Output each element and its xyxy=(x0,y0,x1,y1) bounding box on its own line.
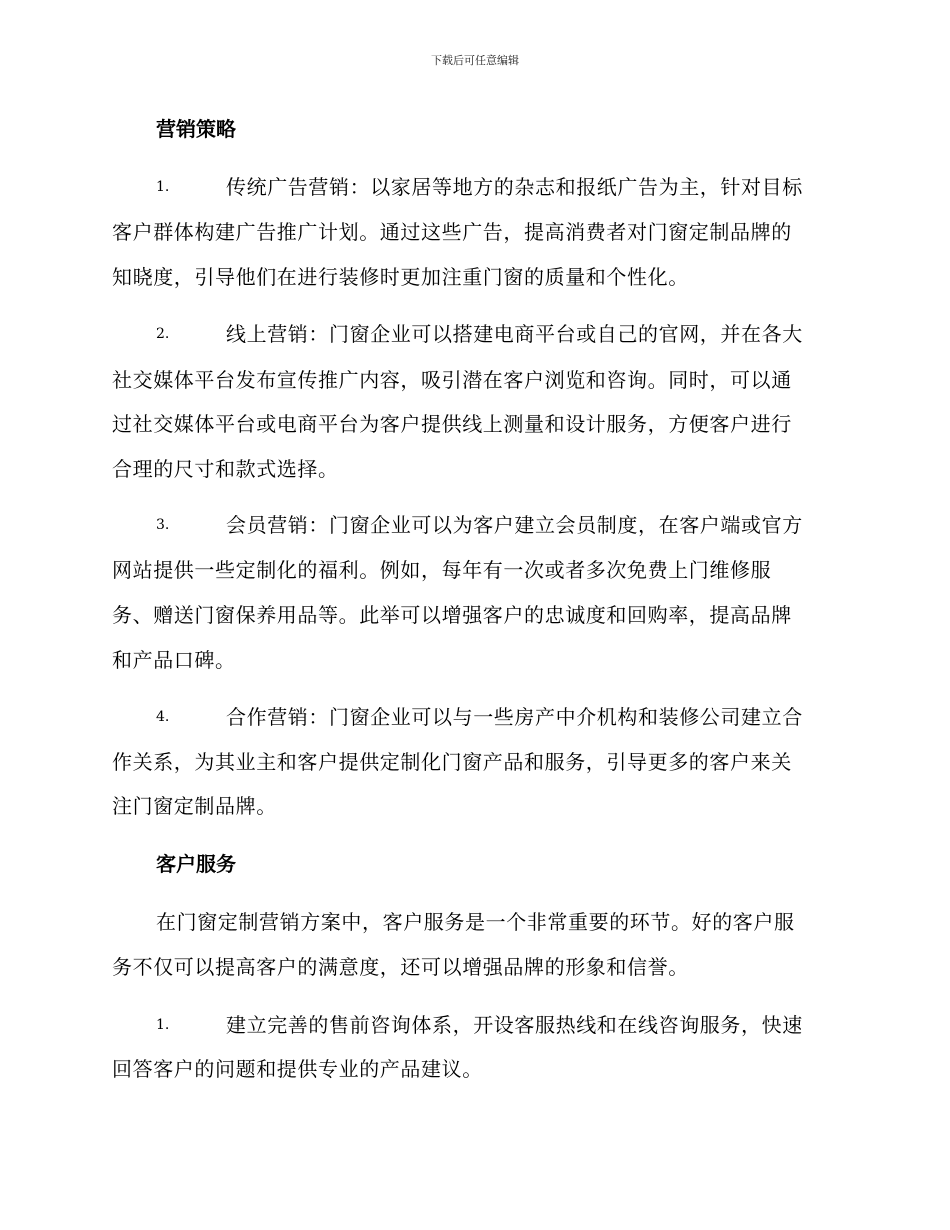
paragraph-line: 合作营销：门窗企业可以与一些房产中介机构和装修公司建立合 xyxy=(226,705,803,729)
list-number: 4. xyxy=(156,709,170,725)
paragraph-line: 网站提供一些定制化的福利。例如，每年有一次或者多次免费上门维修服 xyxy=(112,558,772,582)
paragraph-line: 在门窗定制营销方案中，客户服务是一个非常重要的环节。好的客户服 xyxy=(156,910,795,934)
paragraph-line: 传统广告营销：以家居等地方的杂志和报纸广告为主，针对目标 xyxy=(226,175,803,199)
list-number: 3. xyxy=(156,517,170,533)
paragraph-line: 线上营销：门窗企业可以搭建电商平台或自己的官网，并在各大 xyxy=(226,322,803,346)
list-number: 2. xyxy=(156,326,170,342)
paragraph-line: 务、赠送门窗保养用品等。此举可以增强客户的忠诚度和回购率，提高品牌 xyxy=(112,603,792,627)
paragraph-line: 作关系，为其业主和客户提供定制化门窗产品和服务，引导更多的客户来关 xyxy=(112,750,792,774)
paragraph-line: 过社交媒体平台或电商平台为客户提供线上测量和设计服务，方便客户进行 xyxy=(112,412,792,436)
section-heading-customer-service: 客户服务 xyxy=(156,852,236,876)
paragraph-line: 知晓度，引导他们在进行装修时更加注重门窗的质量和个性化。 xyxy=(112,265,689,289)
list-number: 1. xyxy=(156,1017,170,1033)
paragraph-line: 客户群体构建广告推广计划。通过这些广告，提高消费者对门窗定制品牌的 xyxy=(112,220,792,244)
list-number: 1. xyxy=(156,179,170,195)
paragraph-line: 务不仅可以提高客户的满意度，还可以增强品牌的形象和信誉。 xyxy=(112,955,689,979)
paragraph-line: 建立完善的售前咨询体系，开设客服热线和在线咨询服务，快速 xyxy=(226,1013,803,1037)
paragraph-line: 和产品口碑。 xyxy=(112,648,236,672)
paragraph-line: 合理的尺寸和款式选择。 xyxy=(112,457,339,481)
paragraph-line: 社交媒体平台发布宣传推广内容，吸引潜在客户浏览和咨询。同时，可以通 xyxy=(112,368,792,392)
page-header-note: 下载后可任意编辑 xyxy=(431,54,519,67)
paragraph-line: 注门窗定制品牌。 xyxy=(112,794,277,818)
paragraph-line: 会员营销：门窗企业可以为客户建立会员制度，在客户端或官方 xyxy=(226,513,803,537)
section-heading-marketing: 营销策略 xyxy=(156,117,236,141)
paragraph-line: 回答客户的问题和提供专业的产品建议。 xyxy=(112,1057,483,1081)
